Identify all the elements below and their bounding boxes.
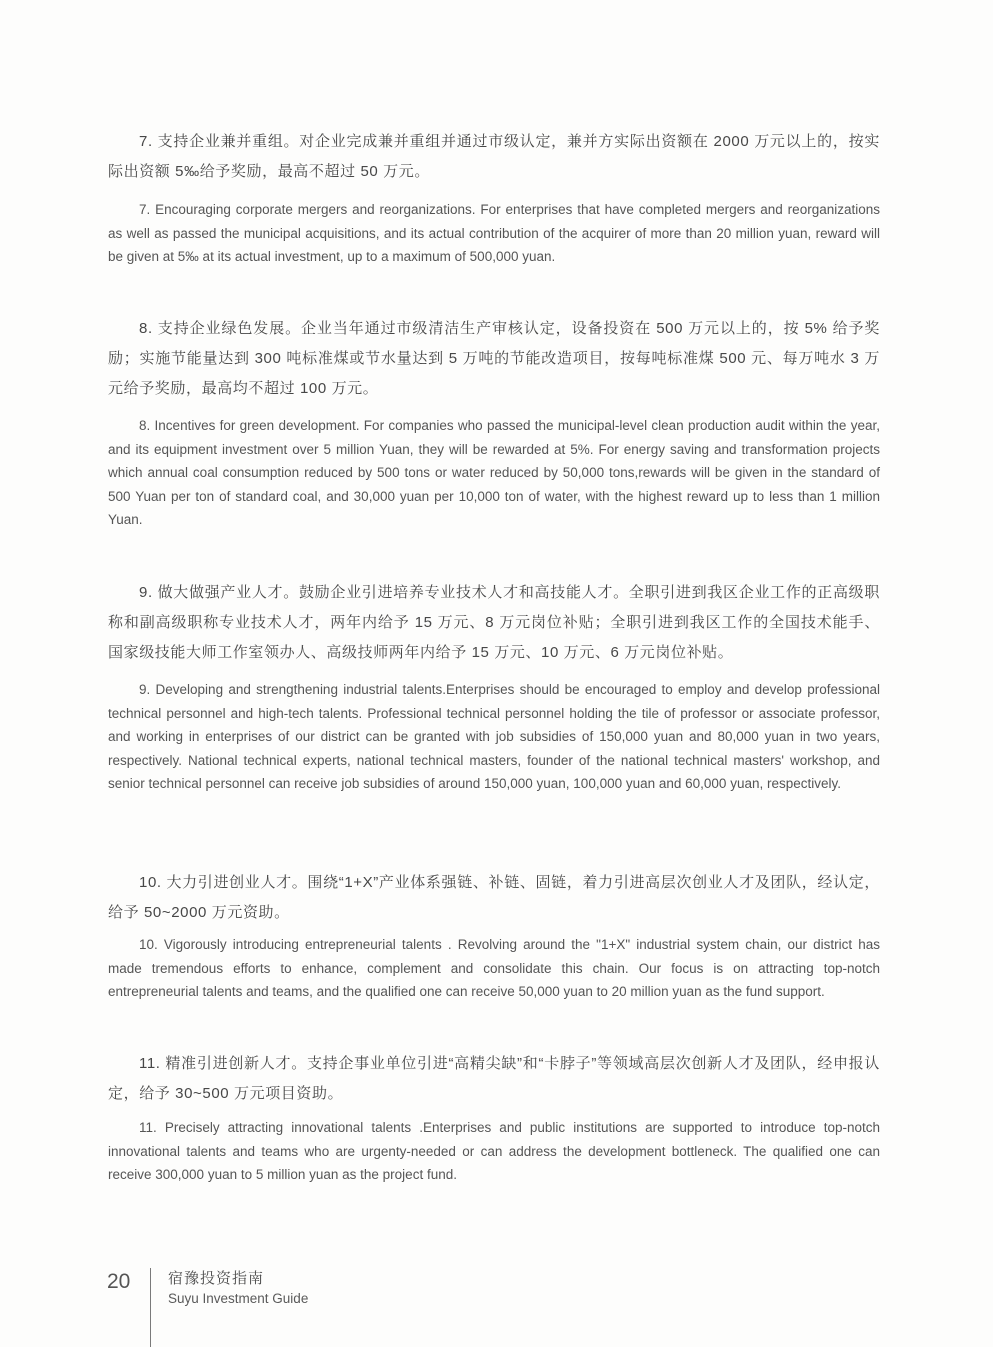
policy-10-english: 10. Vigorously introducing entrepreneurial talents . Revolving around the "1+X" industrial system chain, our district has made tremendous efforts to enhance, complement and consolidate this chain. Our focus is on attracting top-notch entrepreneurial talents and teams, and the qualified one can receive 50,000 yuan to 20 million yuan as the fund support. — [108, 937, 880, 999]
publication-title-chinese: 宿豫投资指南 — [168, 1270, 265, 1287]
policy-7-chinese: 7. 支持企业兼并重组。对企业完成兼并重组并通过市级认定，兼并方实际出资额在 2000 万元以上的，按实际出资额 5‰给予奖励，最高不超过 50 万元。 — [108, 133, 880, 180]
policy-9-chinese: 9. 做大做强产业人才。鼓励企业引进培养专业技术人才和高技能人才。全职引进到我区企业工作的正高级职称和副高级职称专业技术人才，两年内给予 15 万元、8 万元岗位补贴；全职引进到我区工作的全国技术能手、国家级技能大师工作室领办人、高级技师两年内给予 15 万元、10 万元、6 万元岗位补贴。 — [108, 584, 880, 661]
policy-8-chinese: 8. 支持企业绿色发展。企业当年通过市级清洁生产审核认定，设备投资在 500 万元以上的，按 5% 给予奖励；实施节能量达到 300 吨标准煤或节水量达到 5 万吨的节能改造项目，按每吨标准煤 500 元、每万吨水 3 万元给予奖励，最高均不超过 100 万元。 — [108, 320, 880, 397]
policy-11-chinese: 11. 精准引进创新人才。支持企事业单位引进“高精尖缺”和“卡脖子”等领域高层次创新人才及团队，经申报认定，给予 30~500 万元项目资助。 — [108, 1055, 880, 1102]
policy-8-english: 8. Incentives for green development. For companies who passed the municipal-level clean production audit within the year, and its equipment investment over 5 million Yuan, they will be rewarded at 5%. For energy saving and transformation projects which annual coal consumption reduced by 500 tons or water reduced by 50,000 tons,rewards will be given in the standard of 500 Yuan per ton of standard coal, and 30,000 yuan per 10,000 ton of water, with the highest reward up to less than 1 million Yuan. — [108, 418, 880, 527]
publication-title-english: Suyu Investment Guide — [168, 1291, 309, 1306]
policy-10-chinese: 10. 大力引进创业人才。围绕“1+X”产业体系强链、补链、固链，着力引进高层次创业人才及团队，经认定，给予 50~2000 万元资助。 — [108, 874, 880, 921]
policy-9-english: 9. Developing and strengthening industrial talents.Enterprises should be encouraged to employ and develop professional technical personnel and high-tech talents. Professional technical personnel holding the tile of professor or associate professor, and working in enterprises of our district can be granted with job subsidies of 150,000 yuan and 80,000 yuan in two years, respectively. National technical experts, national technical masters, founder of the national technical masters' workshop, and senior technical personnel can receive job subsidies of around 150,000 yuan, 100,000 yuan and 60,000 yuan, respectively. — [108, 682, 880, 791]
page-number: 20 — [107, 1270, 131, 1293]
policy-11-english: 11. Precisely attracting innovational talents .Enterprises and public institutions are supported to introduce top-notch innovational talents and teams who are urgenty-needed or can address the development bottleneck. The qualified one can receive 300,000 yuan to 5 million yuan as the project fund. — [108, 1120, 880, 1182]
footer-divider — [150, 1268, 151, 1347]
policy-7-english: 7. Encouraging corporate mergers and reorganizations. For enterprises that have completed mergers and reorganizations as well as passed the municipal acquisitions, and its actual contribution of the acquirer of more than 20 million yuan, reward will be given at 5‰ at its actual investment, up to a maximum of 500,000 yuan. — [108, 202, 880, 264]
